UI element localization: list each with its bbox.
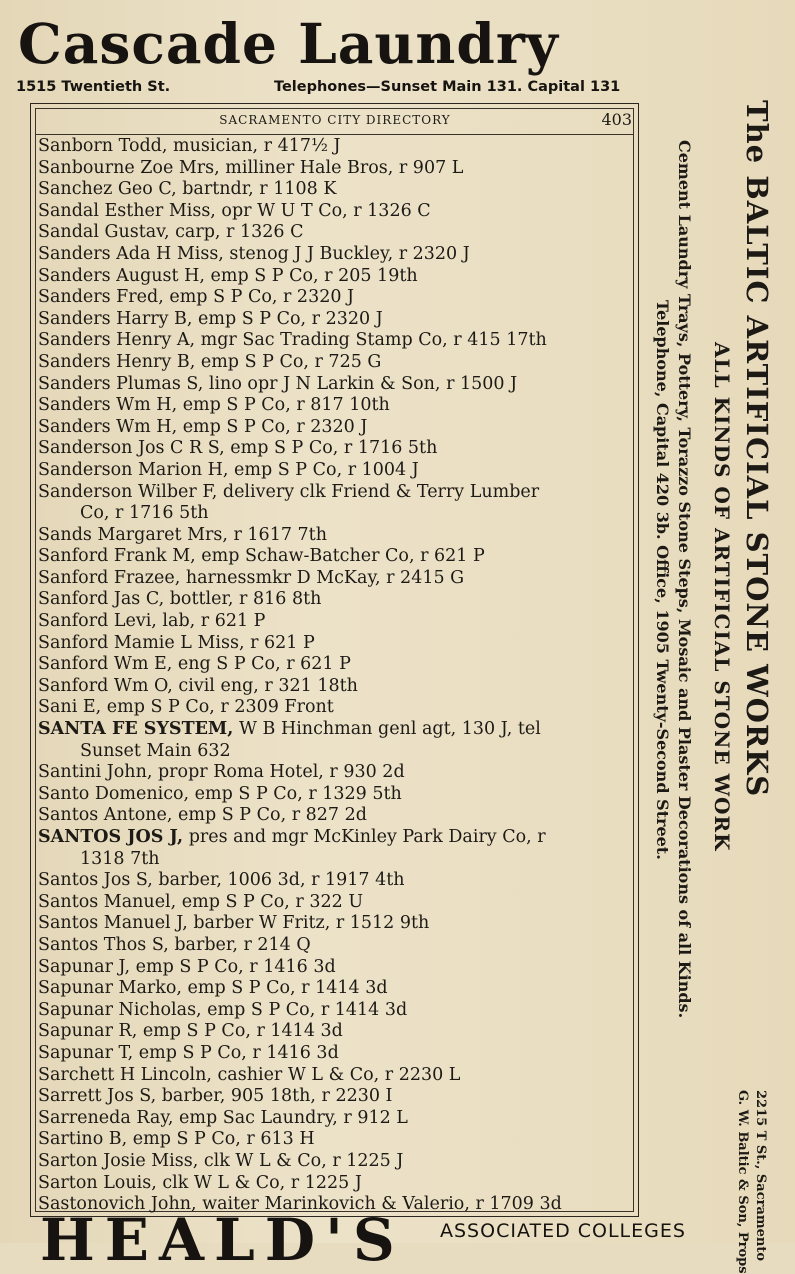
listing-entry-text: Santo Domenico, emp S P Co, r 1329 5th — [38, 783, 402, 804]
ad-healds-name: HEALD'S — [40, 1206, 405, 1274]
listing-entry — [38, 546, 638, 568]
listing-entry — [38, 201, 638, 223]
listing-entry — [38, 1173, 638, 1195]
listing-entry — [38, 158, 638, 180]
listing-entry-text: W B Hinchman genl agt, 130 J, tel — [233, 719, 541, 740]
listing-entry — [38, 438, 638, 460]
listing-entry — [38, 589, 638, 611]
listing-entry — [38, 1043, 638, 1065]
listing-entry — [38, 179, 638, 201]
listing-entry — [38, 935, 638, 957]
listing-entry-text: Santos Antone, emp S P Co, r 827 2d — [38, 805, 367, 826]
listing-entry — [38, 1000, 638, 1022]
listing-entry — [38, 892, 638, 914]
ad-baltic-contact: Telephone, Capital 420 3b. Office, 1905 Twenty-Second Street. — [653, 300, 672, 860]
listing-entry-text: Sunset Main 632 — [80, 740, 231, 761]
listing-entry-text: Sanderson Jos C R S, emp S P Co, r 1716 5th — [38, 438, 438, 459]
listing-entry-text: Santos Manuel J, barber W Fritz, r 1512 9th — [38, 913, 430, 934]
listing-entry — [38, 611, 638, 633]
listing-entry — [38, 784, 638, 806]
listing-entry-text: 1318 7th — [80, 848, 160, 869]
listing-entry — [38, 330, 638, 352]
listing-entry-text: Sapunar J, emp S P Co, r 1416 3d — [38, 956, 336, 977]
listing-entry-text: Sanchez Geo C, bartndr, r 1108 K — [38, 179, 337, 200]
listing-entry-text: Sanderson Marion H, emp S P Co, r 1004 J — [38, 459, 419, 480]
listing-entry-text: Sastonovich John, waiter Marinkovich & Valerio, r 1709 3d — [38, 1194, 562, 1215]
listing-entry-text: Sanford Wm O, civil eng, r 321 18th — [38, 675, 358, 696]
ad-cascade-address: 1515 Twentieth St. — [16, 79, 171, 95]
listing-entry-text: Sanderson Wilber F, delivery clk Friend & Terry Lumber — [38, 481, 540, 502]
listing-entry-text: Sarton Louis, clk W L & Co, r 1225 J — [38, 1172, 362, 1193]
page-number: 403 — [601, 110, 632, 129]
listing-entry-text: Sarchett H Lincoln, cashier W L & Co, r 2230 L — [38, 1064, 461, 1085]
listing-entry-text: Sapunar Marko, emp S P Co, r 1414 3d — [38, 978, 388, 999]
listing-entry-continuation — [38, 741, 638, 763]
listing-entry-text: Sanders Plumas S, lino opr J N Larkin & Son, r 1500 J — [38, 373, 518, 394]
listing-entry-text: Sanford Frank M, emp Schaw-Batcher Co, r 621 P — [38, 546, 485, 567]
listing-entry — [38, 568, 638, 590]
listing-entry — [38, 633, 638, 655]
listing-entry-bold-name: SANTA FE SYSTEM, — [38, 719, 234, 740]
ad-baltic-subtitle: ALL KINDS OF ARTIFICIAL STONE WORK — [710, 342, 734, 852]
listing-entry-text: pres and mgr McKinley Park Dairy Co, r — [183, 827, 546, 847]
listing-entry-text: Sapunar R, emp S P Co, r 1414 3d — [38, 1021, 343, 1042]
listing-entry — [38, 676, 638, 698]
listing-entry-text: Sanders Henry A, mgr Sac Trading Stamp Co, r 415 17th — [38, 330, 547, 351]
ad-baltic-title: The BALTIC ARTIFICIAL STONE WORKS — [740, 100, 774, 798]
listing-entry-text: Sanders August H, emp S P Co, r 205 19th — [38, 265, 418, 286]
listing-entry-text: Sanford Jas C, bottler, r 816 8th — [38, 589, 322, 610]
directory-listing — [38, 136, 638, 1216]
listing-entry-text: Santos Jos S, barber, 1006 3d, r 1917 4th — [38, 870, 405, 891]
listing-entry — [38, 395, 638, 417]
listing-entry-continuation — [38, 849, 638, 871]
listing-entry — [38, 244, 638, 266]
ad-baltic-proprietors: G. W. Baltic & Son, Props — [735, 1090, 750, 1274]
page-header — [36, 110, 634, 135]
listing-entry — [38, 482, 638, 504]
listing-entry — [38, 1086, 638, 1108]
listing-entry-text: Co, r 1716 5th — [80, 503, 209, 524]
listing-entry — [38, 978, 638, 1000]
listing-entry — [38, 805, 638, 827]
listing-entry — [38, 1151, 638, 1173]
listing-entry-text: Sanborn Todd, musician, r 417½ J — [38, 136, 341, 156]
ad-healds-tagline: ASSOCIATED COLLEGES — [440, 1220, 686, 1242]
listing-entry-text: Sanders Ada H Miss, stenog J J Buckley, r 2320 J — [38, 243, 470, 264]
ad-baltic-address: 2215 T St., Sacramento — [753, 1090, 768, 1262]
listing-entry-text: Sanbourne Zoe Mrs, milliner Hale Bros, r 907 L — [38, 157, 464, 178]
listing-entry — [38, 1065, 638, 1087]
listing-entry-text: Sands Margaret Mrs, r 1617 7th — [38, 524, 327, 545]
listing-entry — [38, 654, 638, 676]
listing-entry — [38, 762, 638, 784]
listing-entry-text: Sani E, emp S P Co, r 2309 Front — [38, 697, 334, 718]
ad-baltic-products: Cement Laundry Trays, Pottery, Torazzo Stone Steps, Mosaic and Plaster Decorations of all Kinds. — [675, 140, 694, 1019]
listing-entry-text: Sanders Fred, emp S P Co, r 2320 J — [38, 287, 355, 308]
listing-entry — [38, 309, 638, 331]
listing-entry-continuation — [38, 503, 638, 525]
listing-entry — [38, 417, 638, 439]
listing-entry-text: Sanford Levi, lab, r 621 P — [38, 611, 266, 632]
directory-title: SACRAMENTO CITY DIRECTORY — [219, 113, 451, 127]
listing-entry — [38, 374, 638, 396]
listing-entry-text: Sapunar Nicholas, emp S P Co, r 1414 3d — [38, 999, 408, 1020]
listing-entry — [38, 222, 638, 244]
ad-cascade-laundry-title: Cascade Laundry — [18, 11, 559, 76]
listing-entry — [38, 957, 638, 979]
listing-entry — [38, 525, 638, 547]
listing-entry-text: Sanders Henry B, emp S P Co, r 725 G — [38, 351, 382, 372]
listing-entry — [38, 287, 638, 309]
listing-entry — [38, 827, 638, 849]
listing-entry — [38, 697, 638, 719]
listing-entry-text: Sandal Esther Miss, opr W U T Co, r 1326 C — [38, 200, 431, 221]
ad-cascade-telephones: Telephones—Sunset Main 131. Capital 131 — [274, 79, 621, 95]
listing-entry-text: Sandal Gustav, carp, r 1326 C — [38, 222, 304, 243]
listing-entry-text: Sanford Mamie L Miss, r 621 P — [38, 632, 315, 653]
listing-entry-text: Santini John, propr Roma Hotel, r 930 2d — [38, 762, 405, 783]
listing-entry-text: Sanders Wm H, emp S P Co, r 817 10th — [38, 395, 390, 416]
listing-entry — [38, 1108, 638, 1130]
listing-entry — [38, 719, 638, 741]
listing-entry — [38, 460, 638, 482]
listing-entry-text: Santos Manuel, emp S P Co, r 322 U — [38, 891, 364, 912]
listing-entry — [38, 870, 638, 892]
listing-entry-text: Sartino B, emp S P Co, r 613 H — [38, 1129, 315, 1150]
listing-entry-text: Sarton Josie Miss, clk W L & Co, r 1225 J — [38, 1150, 404, 1171]
listing-entry-text: Sanders Harry B, emp S P Co, r 2320 J — [38, 308, 383, 329]
listing-entry-text: Sanford Frazee, harnessmkr D McKay, r 2415 G — [38, 567, 465, 588]
listing-entry-text: Sapunar T, emp S P Co, r 1416 3d — [38, 1042, 339, 1063]
listing-entry-bold-name: SANTOS JOS J, — [38, 827, 184, 847]
listing-entry — [38, 136, 638, 158]
listing-entry-text: Santos Thos S, barber, r 214 Q — [38, 934, 311, 955]
listing-entry — [38, 266, 638, 288]
listing-entry-text: Sanford Wm E, eng S P Co, r 621 P — [38, 654, 351, 675]
listing-entry — [38, 1129, 638, 1151]
listing-entry — [38, 913, 638, 935]
listing-entry-text: Sarreneda Ray, emp Sac Laundry, r 912 L — [38, 1107, 408, 1128]
listing-entry — [38, 1021, 638, 1043]
listing-entry-text: Sanders Wm H, emp S P Co, r 2320 J — [38, 416, 368, 437]
listing-entry — [38, 352, 638, 374]
listing-entry-text: Sarrett Jos S, barber, 905 18th, r 2230 I — [38, 1086, 393, 1107]
